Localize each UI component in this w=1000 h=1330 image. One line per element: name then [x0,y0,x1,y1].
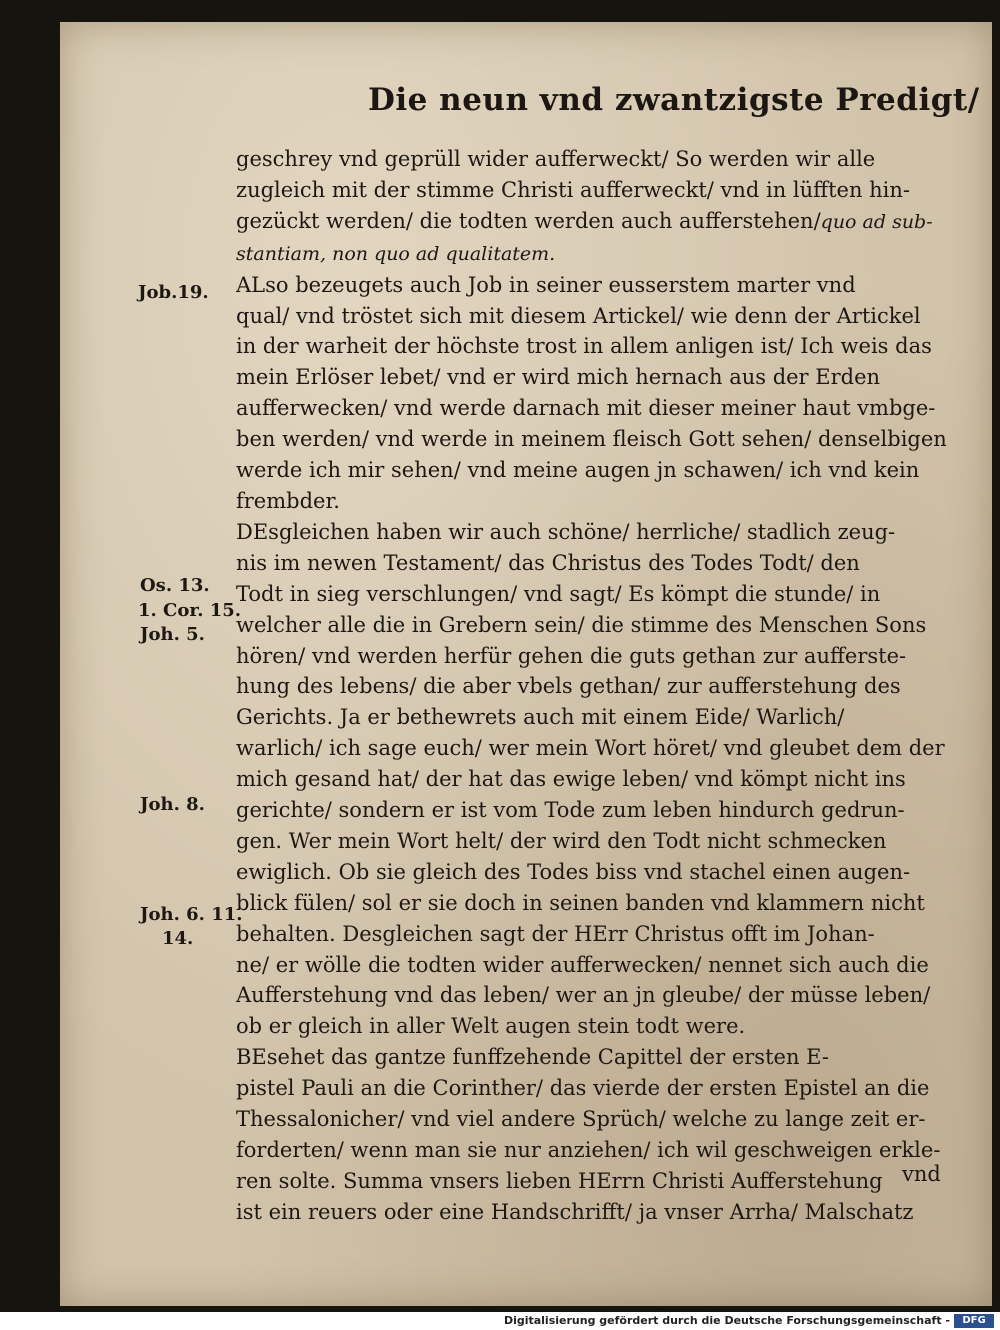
text-line [236,702,956,733]
margin-note-job19: Job.19. [138,282,209,303]
latin-phrase-1: quo ad sub- [820,210,933,233]
text-line-content: hören/ vnd werden herfür gehen die guts gethan zur aufferste- [236,643,907,668]
text-line-content: warlich/ ich sage euch/ wer mein Wort höret/ vnd gleubet dem der [236,736,945,761]
text-line-content: aufferwecken/ vnd werde darnach mit dieser meiner haut vmbge- [236,396,936,421]
text-line [236,301,956,332]
text-line-content: Aufferstehung vnd das leben/ wer an jn gleube/ der müsse leben/ [236,983,931,1008]
text-line-content: pistel Pauli an die Corinther/ das vierde der ersten Epistel an die [236,1076,930,1101]
text-line-content: ne/ er wölle die todten wider aufferwecken/ nennet sich auch die [236,952,929,977]
text-line [236,238,956,270]
text-line-content: Todt in sieg verschlungen/ vnd sagt/ Es kömpt die stunde/ in [236,581,881,606]
text-line [236,1011,956,1042]
text-line [236,641,956,672]
text-line-content: BEsehet das gantze funffzehende Capittel der ersten E- [236,1045,829,1070]
text-line-content: nis im newen Testament/ das Christus des Todes Todt/ den [236,550,860,575]
text-line [236,919,956,950]
text-line-content: gen. Wer mein Wort helt/ der wird den Todt nicht schmecken [236,828,887,853]
text-line-content: DEsgleichen haben wir auch schöne/ herrliche/ stadlich zeug- [236,519,896,544]
text-line [236,764,956,795]
text-line [236,362,956,393]
text-line [236,175,956,206]
catchword: vnd [902,1162,941,1186]
text-line-content: ist ein reuers oder eine Handschrifft/ ja vnser Arrha/ Malschatz [236,1199,914,1224]
text-line [236,517,956,548]
text-line [236,455,956,486]
running-head: Die neun vnd zwantzigste Predigt/ [368,82,980,118]
text-line [236,206,956,238]
text-line [236,1135,956,1166]
text-line [236,331,956,362]
text-line-content: in der warheit der höchste trost in allem anligen ist/ Ich weis das [236,334,932,359]
text-line-content: ren solte. Summa vnsers lieben HErrn Christi Aufferstehung [236,1168,883,1193]
margin-note-14: 14. [162,928,194,949]
margin-note-joh8: Joh. 8. [140,794,205,815]
text-line-content: frembder. [236,488,340,513]
text-line [236,1104,956,1135]
text-line [236,1197,956,1228]
text-line [236,548,956,579]
footer-credit: Digitalisierung gefördert durch die Deutsche Forschungsgemeinschaft - [503,1314,950,1327]
text-line [236,1166,956,1197]
book-page [60,22,992,1306]
text-line [236,1073,956,1104]
text-line [236,270,956,301]
margin-note-cor15: 1. Cor. 15. [138,600,242,621]
text-line-content: blick fülen/ sol er sie doch in seinen banden vnd klammern nicht [236,890,925,915]
text-line-content: mich gesand hat/ der hat das ewige leben/ vnd kömpt nicht ins [236,767,906,792]
text-line [236,826,956,857]
footer-bar [0,1312,1000,1330]
text-line [236,579,956,610]
text-line [236,144,956,175]
text-line [236,610,956,641]
text-line-content: ALso bezeugets auch Job in seiner eusserstem marter vnd [236,272,856,297]
text-line-content: hung des lebens/ die aber vbels gethan/ zur aufferstehung des [236,674,901,699]
text-line-content: ben werden/ vnd werde in meinem fleisch Gott sehen/ denselbigen [236,427,947,452]
text-line-content: behalten. Desgleichen sagt der HErr Christus offt im Johan- [236,921,875,946]
text-line-content: geschrey vnd geprüll wider aufferweckt/ So werden wir alle [236,147,876,171]
text-line [236,486,956,517]
text-line-content: Gerichts. Ja er bethewrets auch mit einem Eide/ Warlich/ [236,705,845,730]
text-line-content: welcher alle die in Grebern sein/ die stimme des Menschen Sons [236,612,927,637]
dfg-logo: DFG [954,1314,994,1328]
text-line-content: Thessalonicher/ vnd viel andere Sprüch/ welche zu lange zeit er- [236,1107,926,1132]
text-line-content: zugleich mit der stimme Christi aufferweckt/ vnd in lüfften hin- [236,177,911,202]
text-line [236,671,956,702]
margin-note-ose13: Os. 13. [140,575,210,596]
text-line-content: forderten/ wenn man sie nur anziehen/ ich wil geschweigen erkle- [236,1138,941,1162]
text-line [236,857,956,888]
text-line-content: qual/ vnd tröstet sich mit diesem Artickel/ wie denn der Artickel [236,303,921,328]
text-line-content: mein Erlöser lebet/ vnd er wird mich hernach aus der Erden [236,365,881,390]
text-line-content: gezückt werden/ die todten werden auch aufferstehen/ [236,208,821,233]
text-line [236,950,956,981]
text-line [236,424,956,455]
text-line [236,733,956,764]
text-line [236,795,956,826]
text-line-content: ob er gleich in aller Welt augen stein todt were. [236,1014,746,1039]
text-line [236,393,956,424]
margin-note-joh6: Joh. 6. 11. [140,904,243,925]
body-text [236,144,956,1228]
margin-note-joh5: Joh. 5. [140,624,205,645]
text-line [236,980,956,1011]
text-line-content: ewiglich. Ob sie gleich des Todes biss vnd stachel einen augen- [236,859,911,884]
text-line [236,888,956,919]
text-line-content: werde ich mir sehen/ vnd meine augen jn schawen/ ich vnd kein [236,458,920,483]
text-line [236,1042,956,1073]
latin-phrase-2: stantiam, non quo ad qualitatem. [236,242,556,265]
text-line-content: gerichte/ sondern er ist vom Tode zum leben hindurch gedrun- [236,798,905,823]
